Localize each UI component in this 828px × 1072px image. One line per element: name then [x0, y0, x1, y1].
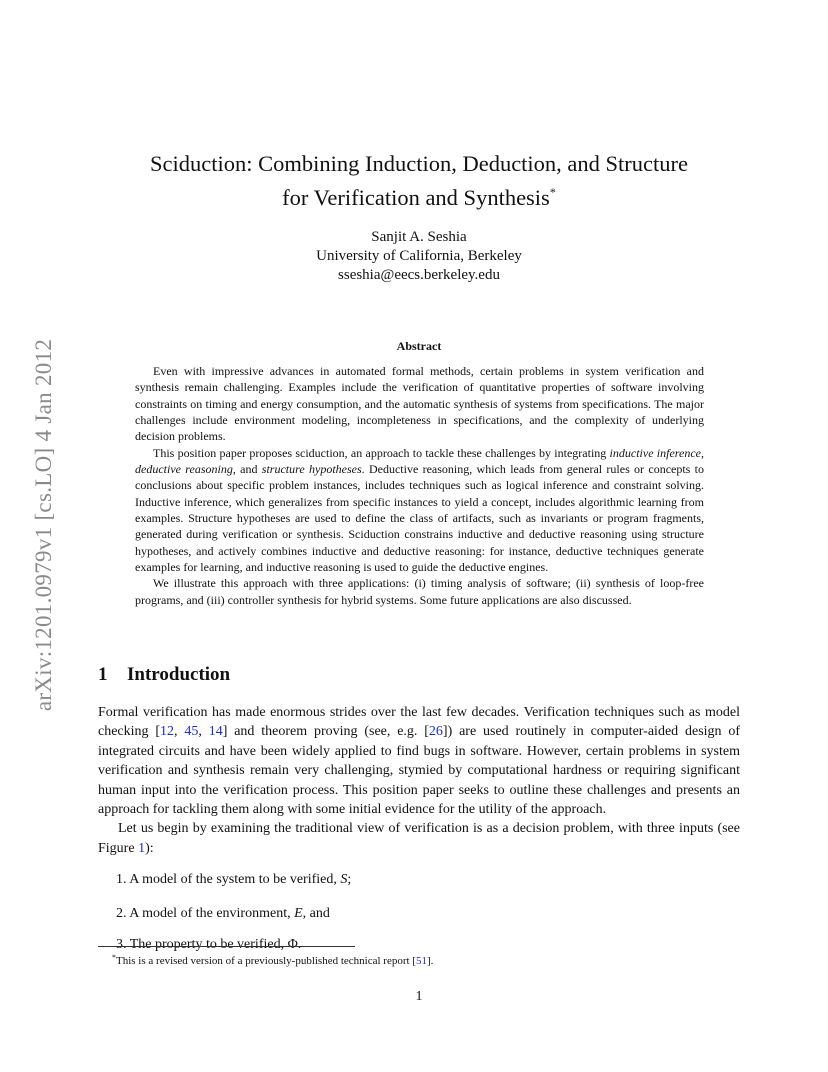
title-line-2-text: for Verification and Synthesis	[282, 185, 550, 210]
intro-paragraph-2	[98, 819, 740, 858]
abstract-heading: Abstract	[396, 339, 442, 353]
footnote-text: ].	[426, 955, 434, 967]
abstract-body	[135, 363, 704, 608]
figure-reference-link[interactable]: 1	[138, 840, 146, 856]
title-line-2	[98, 178, 740, 212]
abstract-p2-sep: , and	[232, 462, 262, 477]
intro-text: ,	[174, 724, 185, 740]
abstract-p2-text: This position paper proposes sciduction, an approach to tackle these challenges by integrating	[153, 445, 610, 460]
abstract-paragraph-2	[135, 445, 704, 576]
list-item-text: ;	[347, 872, 352, 887]
term-inductive-inference: inductive inference	[609, 445, 701, 460]
list-item-text: A model of the system to be verified,	[129, 872, 341, 887]
list-item	[116, 872, 351, 888]
term-deductive-reasoning: deductive reasoning	[135, 462, 233, 477]
abstract-p2-rest: . Deductive reasoning, which leads from general rules or concepts to conclusions about specific problem instances, includes techniques such as logical inference and constraint solving. Inductive inference, which generalizes from specific instances to yield a concept, includes algorithmic learning from examples. Structure hypotheses are used to define the class of artifacts, such as invariants or program fragments, generated during verification or synthesis. Sciduction constrains inductive and deductive reasoning using structure hypotheses, and actively combines inductive and deductive reasoning: for instance, deductive techniques generate examples for learning, and inductive reasoning is used to guide the deductive engines.	[135, 462, 704, 575]
intro-text: ]) are used routinely in computer-aided design of integrated circuits and have been widely applied to find bugs in software. However, certain problems in system verification and synthesis remain very challenging, stymied by computational hardness or requiring significant human input into the verification process. This position paper seeks to outline these challenges and presents an approach for tackling them along with some initial evidence for the utility of the approach.	[98, 724, 741, 818]
title-line-1: Sciduction: Combining Induction, Deduction, and Structure	[149, 151, 689, 176]
list-item-text: A model of the environment,	[129, 906, 295, 921]
abstract-paragraph-3: We illustrate this approach with three applications: (i) timing analysis of software; (ii) synthesis of loop-free programs, and (iii) controller synthesis for hybrid systems. Some future applications are also discussed.	[135, 576, 704, 607]
list-item-text: The property to be verified, Φ.	[129, 937, 302, 952]
arxiv-sidebar	[22, 305, 66, 745]
list-item-number: 3.	[116, 937, 127, 952]
footnote-divider	[98, 946, 355, 947]
citation-link[interactable]: 51	[415, 955, 427, 967]
title-footnote-marker: *	[549, 185, 556, 199]
intro-text: Let us begin by examining the traditional view of verification is as a decision problem, with three inputs (see Figure	[98, 821, 740, 856]
arxiv-identifier: arXiv:1201.0979v1 [cs.LO] 4 Jan 2012	[31, 338, 56, 712]
intro-text: ,	[198, 724, 209, 740]
section-heading-introduction	[98, 664, 230, 686]
abstract-p2-sep: ,	[700, 445, 704, 460]
citation-link[interactable]: 14	[208, 724, 223, 740]
footnote-text: This is a revised version of a previously-published technical report [	[116, 955, 416, 967]
footnote-marker: *	[112, 953, 116, 962]
footnote	[112, 953, 433, 967]
intro-text: ):	[145, 840, 154, 856]
author-name: Sanjit A. Seshia	[371, 229, 467, 245]
page-number: 1	[415, 989, 423, 1004]
symbol-s: S	[340, 872, 348, 887]
list-item-text: , and	[302, 906, 330, 921]
abstract-paragraph-1: Even with impressive advances in automated formal methods, certain problems in system verification and synthesis remain challenging. Examples include the verification of quantitative properties of software involving constraints on timing and energy consumption, and the automatic synthesis of systems from specifications. The major challenges include environment modeling, incompleteness in specifications, and the complexity of underlying decision problems.	[135, 364, 704, 444]
introduction-body	[98, 703, 740, 858]
citation-link[interactable]: 26	[428, 724, 443, 740]
section-title: Introduction	[127, 664, 231, 685]
list-item-number: 2.	[116, 906, 127, 921]
list-item-number: 1.	[116, 872, 127, 887]
author-affiliation: University of California, Berkeley	[316, 248, 522, 264]
paper-title	[98, 149, 740, 212]
term-structure-hypotheses: structure hypotheses	[261, 462, 362, 477]
author-email: sseshia@eecs.berkeley.edu	[338, 267, 500, 283]
list-item	[116, 906, 330, 922]
list-item	[116, 937, 301, 953]
intro-text: ] and theorem proving (see, e.g. [	[222, 724, 429, 740]
symbol-e: E	[294, 906, 303, 921]
intro-text: Formal verification has made enormous strides over the last few decades. Verification techniques such as model checking [	[98, 705, 740, 740]
intro-paragraph-1	[98, 703, 740, 819]
citation-link[interactable]: 12	[160, 724, 175, 740]
citation-link[interactable]: 45	[184, 724, 199, 740]
section-number: 1	[98, 664, 108, 685]
author-block	[98, 228, 740, 285]
